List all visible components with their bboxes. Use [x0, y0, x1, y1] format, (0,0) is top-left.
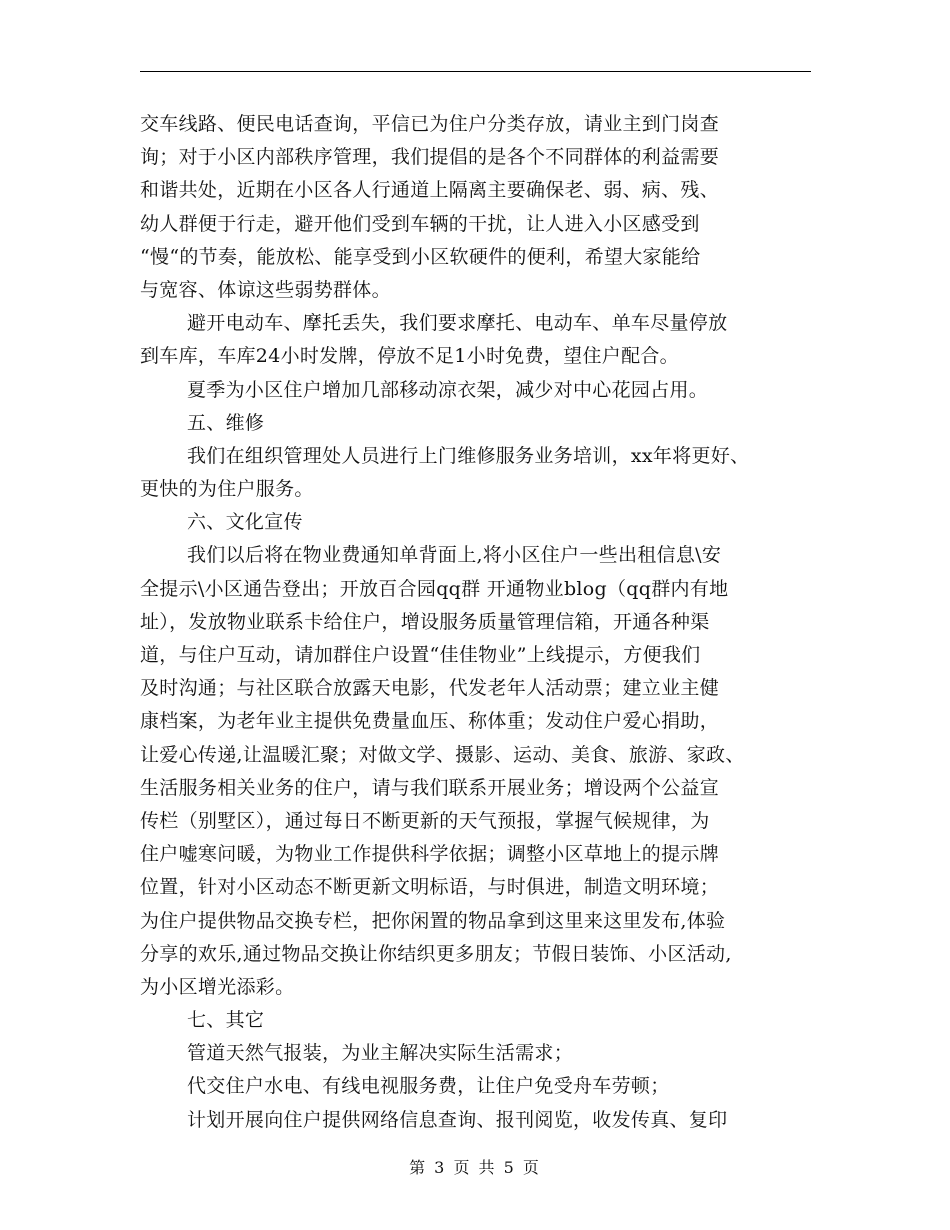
paragraph-line: 道，与住户互动，请加群住户设置“佳佳物业”上线提示，方便我们 [140, 644, 701, 666]
paragraph-line: 分享的欢乐,通过物品交换让你结织更多朋友；节假日装饰、小区活动, [140, 942, 732, 965]
paragraph-line: 全提示\小区通告登出；开放百合园qq群 开通物业blog（qq群内有地 [140, 577, 729, 600]
paragraph-line: 我们以后将在物业费通知单背面上,将小区住户一些出租信息\安 [187, 544, 722, 567]
paragraph-line: 住户嘘寒问暖，为物业工作提供科学依据；调整小区草地上的提示牌 [140, 843, 720, 866]
header-rule [140, 71, 811, 72]
section-heading: 六、文化宣传 [187, 511, 303, 534]
section-heading: 七、其它 [187, 1009, 265, 1032]
paragraph-line: 交车线路、便民电话查询，平信已为住户分类存放，请业主到门岗查 [140, 113, 720, 135]
document-body [140, 108, 820, 1137]
paragraph-line: 位置，针对小区动态不断更新文明标语，与时俱进，制造文明环境； [140, 876, 720, 899]
paragraph-line: 康档案，为老年业主提供免费量血压、称体重；发动住户爱心捐助， [140, 710, 720, 733]
paragraph-line: 夏季为小区住户增加几部移动凉衣架，减少对中心花园占用。 [187, 378, 709, 401]
section-heading: 五、维修 [187, 411, 265, 434]
paragraph-line: 及时沟通；与社区联合放露天电影，代发老年人活动票；建立业主健 [140, 677, 720, 700]
paragraph-line: “慢“的节奏，能放松、能享受到小区软硬件的便利，希望大家能给 [140, 245, 701, 268]
paragraph-line: 到车库，车库24小时发牌，停放不足1小时免费，望住户配合。 [140, 345, 679, 368]
paragraph-line: 为住户提供物品交换专栏，把你闲置的物品拿到这里来这里发布,体验 [140, 909, 726, 932]
paragraph-line: 更快的为住户服务。 [140, 478, 314, 501]
paragraph-line: 生活服务相关业务的住户，请与我们联系开展业务；增设两个公益宣 [140, 776, 720, 799]
paragraph-line: 传栏（别墅区），通过每日不断更新的天气预报，掌握气候规律，为 [140, 809, 710, 832]
paragraph-line: 代交住户水电、有线电视服务费，让住户免受舟车劳顿； [187, 1075, 670, 1098]
paragraph-line: 幼人群便于行走，避开他们受到车辆的干扰，让人进入小区感受到 [140, 212, 700, 235]
paragraph-line: 让爱心传递,让温暖汇聚；对做文学、摄影、运动、美食、旅游、家政、 [140, 743, 745, 766]
page-footer: 第 3 页 共 5 页 [409, 1158, 541, 1177]
paragraph-line: 和谐共处，近期在小区各人行通道上隔离主要确保老、弱、病、残、 [140, 179, 720, 202]
paragraph-line: 为小区增光添彩。 [140, 975, 295, 998]
paragraph-line: 计划开展向住户提供网络信息查询、报刊阅览，收发传真、复印 [187, 1108, 728, 1131]
paragraph-line: 询；对于小区内部秩序管理，我们提倡的是各个不同群体的利益需要 [140, 146, 720, 169]
paragraph-line: 与宽容、体谅这些弱势群体。 [140, 278, 391, 301]
paragraph-line: 址），发放物业联系卡给住户，增设服务质量管理信箱，开通各种渠 [140, 610, 710, 633]
paragraph-line: 我们在组织管理处人员进行上门维修服务业务培训，xx年将更好、 [187, 444, 750, 467]
paragraph-line: 管道天然气报装，为业主解决实际生活需求； [187, 1042, 574, 1065]
paragraph-line: 避开电动车、摩托丢失，我们要求摩托、电动车、单车尽量停放 [187, 312, 728, 335]
